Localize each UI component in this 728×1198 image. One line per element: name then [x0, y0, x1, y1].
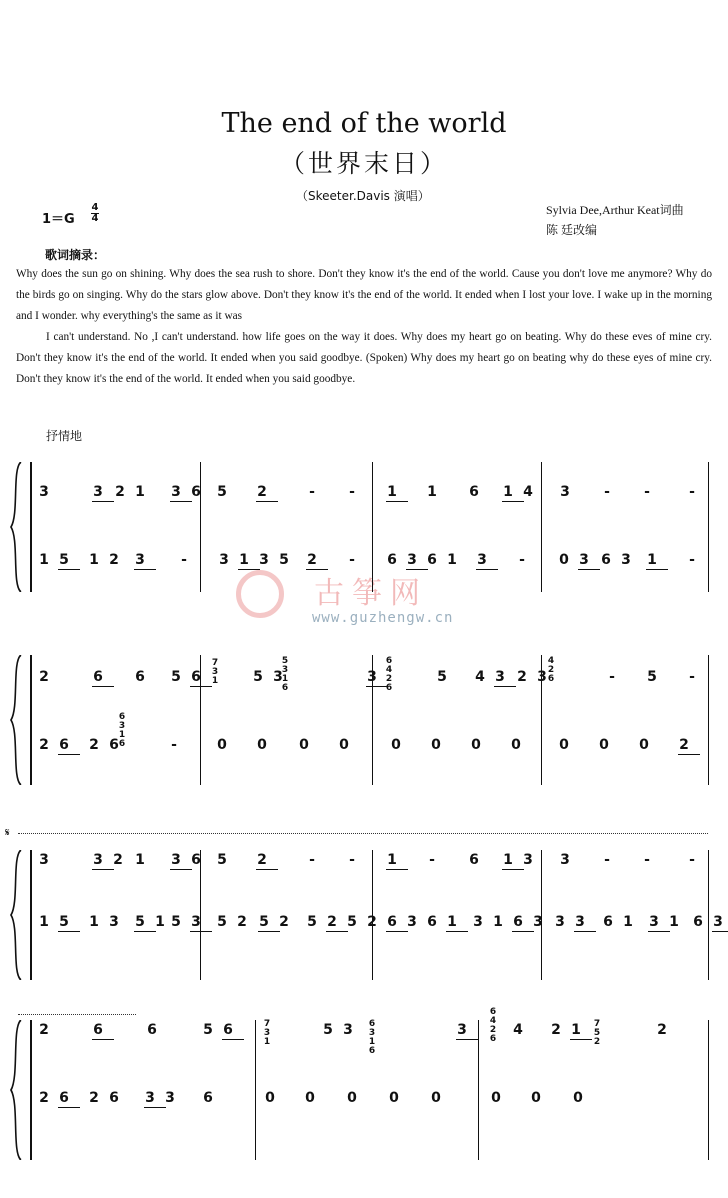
beam-underline: [58, 754, 80, 755]
repeat-dash-line: [18, 1014, 136, 1015]
lower-note: 3: [135, 552, 145, 568]
lower-note: 3: [165, 1090, 175, 1106]
lower-note: 1: [239, 552, 249, 568]
lower-note: 6: [59, 737, 69, 753]
upper-note: 3: [39, 852, 49, 868]
lower-note: 3: [473, 914, 483, 930]
lower-note: 0: [347, 1090, 357, 1106]
lower-note: 2: [39, 1090, 49, 1106]
lower-note: 2: [279, 914, 289, 930]
lower-note: 0: [491, 1090, 501, 1106]
upper-note: -: [349, 852, 355, 868]
beam-underline: [256, 501, 278, 502]
lower-note: 3: [109, 914, 119, 930]
lower-note: 0: [217, 737, 227, 753]
lower-note: 1: [89, 552, 99, 568]
lower-note: 6: [427, 552, 437, 568]
upper-note: -: [349, 484, 355, 500]
beam-underline: [446, 931, 468, 932]
upper-note: 3: [560, 852, 570, 868]
beam-underline: [58, 1107, 80, 1108]
upper-note: 1: [387, 484, 397, 500]
lower-note: 3: [533, 914, 543, 930]
lower-note: 0: [639, 737, 649, 753]
lower-note: 5: [259, 914, 269, 930]
lower-note: 0: [265, 1090, 275, 1106]
lower-note: 5: [217, 914, 227, 930]
upper-note: 2: [257, 852, 267, 868]
lower-note: -: [519, 552, 525, 568]
lower-note: 3: [219, 552, 229, 568]
lower-note: 2: [237, 914, 247, 930]
upper-note: 6: [469, 852, 479, 868]
watermark-text: 古筝网: [314, 576, 428, 611]
brace-path: [11, 655, 21, 785]
lower-note: 6: [693, 914, 703, 930]
upper-note: 2: [257, 484, 267, 500]
lower-note: 6: [109, 737, 119, 753]
lower-note: 5: [59, 552, 69, 568]
upper-note: 5: [253, 669, 263, 685]
barline: [708, 462, 709, 592]
upper-note: 6: [93, 1022, 103, 1038]
beam-underline: [58, 931, 80, 932]
lower-note: 0: [391, 737, 401, 753]
lower-note: -: [181, 552, 187, 568]
upper-note: -: [604, 852, 610, 868]
chord-stack: 6 3 1 6: [368, 1019, 376, 1056]
upper-note: 6: [223, 1022, 233, 1038]
key-signature: 1＝G: [42, 212, 75, 227]
upper-note: 6: [191, 852, 201, 868]
lower-note: 5: [279, 552, 289, 568]
upper-note: -: [689, 669, 695, 685]
lower-note: 6: [109, 1090, 119, 1106]
beam-underline: [570, 1039, 592, 1040]
upper-note: 3: [367, 669, 377, 685]
upper-note: 5: [323, 1022, 333, 1038]
lower-note: 3: [621, 552, 631, 568]
page-title: The end of the world: [221, 108, 507, 139]
lower-note: 1: [669, 914, 679, 930]
lower-note: 5: [307, 914, 317, 930]
upper-note: 3: [93, 484, 103, 500]
upper-note: 3: [457, 1022, 467, 1038]
chord-stack: 6 3 1 6: [118, 712, 126, 749]
lower-note: 6: [387, 552, 397, 568]
staff-system: [10, 655, 722, 785]
upper-note: 6: [469, 484, 479, 500]
upper-note: -: [609, 669, 615, 685]
upper-note: 2: [113, 852, 123, 868]
lower-note: 2: [327, 914, 337, 930]
upper-note: 5: [437, 669, 447, 685]
lower-note: 0: [573, 1090, 583, 1106]
upper-note: 3: [560, 484, 570, 500]
upper-note: 5: [217, 484, 227, 500]
upper-note: 6: [93, 669, 103, 685]
chord-stack: 6 4 2 6: [385, 656, 393, 693]
upper-note: 3: [343, 1022, 353, 1038]
barline: [372, 462, 373, 592]
upper-note: -: [689, 484, 695, 500]
upper-note: 1: [571, 1022, 581, 1038]
upper-note: 2: [39, 1022, 49, 1038]
expression-marking: 抒情地: [46, 429, 83, 443]
upper-note: -: [429, 852, 435, 868]
chord-stack: 7 3 1: [211, 658, 219, 686]
beam-underline: [678, 754, 700, 755]
lower-note: 5: [347, 914, 357, 930]
lower-note: 3: [555, 914, 565, 930]
beam-underline: [222, 1039, 244, 1040]
segno-icon: 𝄋: [5, 826, 10, 839]
beam-underline: [712, 931, 728, 932]
lower-note: 1: [447, 914, 457, 930]
lower-note: 2: [89, 1090, 99, 1106]
lower-note: 3: [477, 552, 487, 568]
arranger-credit: 陈 廷改编: [546, 223, 598, 237]
beam-underline: [92, 1039, 114, 1040]
upper-note: 3: [537, 669, 547, 685]
chord-stack: 5 3 1 6: [281, 656, 289, 693]
lyrics-heading: 歌词摘录：: [45, 248, 106, 262]
staff-system: [10, 462, 722, 592]
beam-underline: [456, 1039, 478, 1040]
lower-note: 2: [307, 552, 317, 568]
upper-note: 2: [39, 669, 49, 685]
upper-note: 3: [93, 852, 103, 868]
upper-note: 1: [135, 484, 145, 500]
repeat-dash-line: [18, 833, 708, 834]
beam-underline: [190, 686, 212, 687]
lyrics-paragraph: I can't understand. No ,I can't understand. how life goes on the way it does. Why does my heart go on beating. Why do these eves of mine cry. Don't they know it's the end of the world. It ended when you said goodbye. (Spoken) Why does my heart go on beating why do these eyes of mine cry. Don't they know it's the end of the world. It ended when you said goodbye.: [16, 331, 712, 385]
brace-icon: [10, 850, 22, 980]
beam-underline: [476, 569, 498, 570]
watermark-url: www.guzhengw.cn: [312, 610, 454, 626]
upper-note: 6: [191, 669, 201, 685]
chord-stack: 7 3 1: [263, 1019, 271, 1047]
lower-note: 3: [407, 552, 417, 568]
barline: [478, 1020, 479, 1160]
upper-note: -: [644, 484, 650, 500]
time-signature: 4 4: [91, 202, 99, 224]
chord-stack: 6 4 2 6: [489, 1007, 497, 1044]
lower-note: 3: [575, 914, 585, 930]
lower-note: 5: [171, 914, 181, 930]
upper-note: 5: [203, 1022, 213, 1038]
beam-underline: [386, 869, 408, 870]
chord-stack: 4 2 6: [547, 656, 555, 684]
lower-note: 0: [299, 737, 309, 753]
beam-underline: [256, 869, 278, 870]
beam-underline: [386, 501, 408, 502]
upper-note: 5: [647, 669, 657, 685]
upper-note: -: [604, 484, 610, 500]
lower-note: 6: [203, 1090, 213, 1106]
brace-icon: [10, 462, 22, 592]
barline: [541, 462, 542, 592]
lower-note: 1: [39, 552, 49, 568]
upper-note: 2: [517, 669, 527, 685]
lower-note: 0: [511, 737, 521, 753]
brace-path: [11, 462, 21, 592]
lower-note: 6: [603, 914, 613, 930]
lower-note: 0: [389, 1090, 399, 1106]
beam-underline: [574, 931, 596, 932]
upper-note: 4: [513, 1022, 523, 1038]
page-subtitle: （世界末日）: [279, 149, 448, 178]
upper-note: -: [309, 852, 315, 868]
upper-note: 6: [135, 669, 145, 685]
lower-note: 3: [259, 552, 269, 568]
lower-note: 2: [109, 552, 119, 568]
beam-underline: [58, 569, 80, 570]
upper-note: 1: [503, 852, 513, 868]
lower-note: 2: [679, 737, 689, 753]
lower-note: 3: [649, 914, 659, 930]
lower-note: 3: [713, 914, 723, 930]
lower-note: 2: [367, 914, 377, 930]
lower-note: 0: [431, 1090, 441, 1106]
upper-note: 1: [427, 484, 437, 500]
lower-note: 2: [39, 737, 49, 753]
lower-note: 3: [191, 914, 201, 930]
lower-note: 5: [59, 914, 69, 930]
upper-note: -: [644, 852, 650, 868]
lyrics-paragraph: Why does the sun go on shining. Why does the sea rush to shore. Don't they know it's the end of the world. Cause you don't love me anymore? Why do the birds go on singing. Why do the stars glow above. Don't they know it's the end of the world. It ended when I lost your love. I wake up in the morning and I wonder. why everything's the same as it was: [16, 268, 712, 322]
composer-credit: Sylvia Dee,Arthur Keat词曲: [546, 203, 684, 217]
beam-underline: [134, 569, 156, 570]
lower-note: 1: [155, 914, 165, 930]
lower-note: 3: [145, 1090, 155, 1106]
lower-note: 0: [599, 737, 609, 753]
upper-note: -: [689, 852, 695, 868]
staff-system: [10, 850, 722, 980]
lower-note: 6: [387, 914, 397, 930]
upper-note: 1: [387, 852, 397, 868]
upper-note: 4: [475, 669, 485, 685]
upper-note: 3: [273, 669, 283, 685]
upper-note: 1: [135, 852, 145, 868]
lower-note: 1: [39, 914, 49, 930]
staff-system: [10, 1007, 722, 1160]
lower-note: 0: [339, 737, 349, 753]
upper-note: 3: [39, 484, 49, 500]
lower-note: 0: [257, 737, 267, 753]
lower-note: 1: [89, 914, 99, 930]
upper-note: 2: [115, 484, 125, 500]
lower-note: 0: [531, 1090, 541, 1106]
upper-note: 4: [523, 484, 533, 500]
barline: [708, 655, 709, 785]
lower-note: -: [349, 552, 355, 568]
brace-icon: [10, 655, 22, 785]
singer-credit: （Skeeter.Davis 演唱）: [296, 189, 430, 203]
upper-note: 3: [523, 852, 533, 868]
lower-note: 1: [493, 914, 503, 930]
upper-note: 6: [147, 1022, 157, 1038]
lyrics-text: [16, 264, 712, 390]
lower-note: 2: [89, 737, 99, 753]
lower-note: 3: [407, 914, 417, 930]
beam-underline: [646, 569, 668, 570]
brace-path: [11, 850, 21, 980]
lower-note: 6: [601, 552, 611, 568]
lower-note: 0: [431, 737, 441, 753]
upper-note: 1: [503, 484, 513, 500]
brace-path: [11, 1020, 21, 1160]
lower-note: 6: [427, 914, 437, 930]
lower-note: 0: [471, 737, 481, 753]
upper-note: 6: [191, 484, 201, 500]
lower-note: 1: [647, 552, 657, 568]
lower-note: -: [171, 737, 177, 753]
chord-stack: 7 5 2: [593, 1019, 601, 1047]
upper-note: 2: [551, 1022, 561, 1038]
upper-note: -: [309, 484, 315, 500]
lower-note: 0: [559, 737, 569, 753]
upper-note: 3: [495, 669, 505, 685]
lower-note: 3: [579, 552, 589, 568]
beam-underline: [92, 686, 114, 687]
beam-underline: [306, 569, 328, 570]
lower-note: -: [689, 552, 695, 568]
lower-note: 1: [447, 552, 457, 568]
lower-note: 6: [59, 1090, 69, 1106]
lower-note: 0: [559, 552, 569, 568]
beam-underline: [190, 931, 212, 932]
barline: [255, 1020, 256, 1160]
lower-note: 0: [305, 1090, 315, 1106]
lower-note: 1: [623, 914, 633, 930]
lower-note: 5: [135, 914, 145, 930]
barline: [708, 1020, 709, 1160]
brace-icon: [10, 1020, 22, 1160]
upper-note: 5: [217, 852, 227, 868]
upper-note: 2: [657, 1022, 667, 1038]
upper-note: 5: [171, 669, 181, 685]
lower-note: 6: [513, 914, 523, 930]
upper-note: 3: [171, 484, 181, 500]
upper-note: 3: [171, 852, 181, 868]
